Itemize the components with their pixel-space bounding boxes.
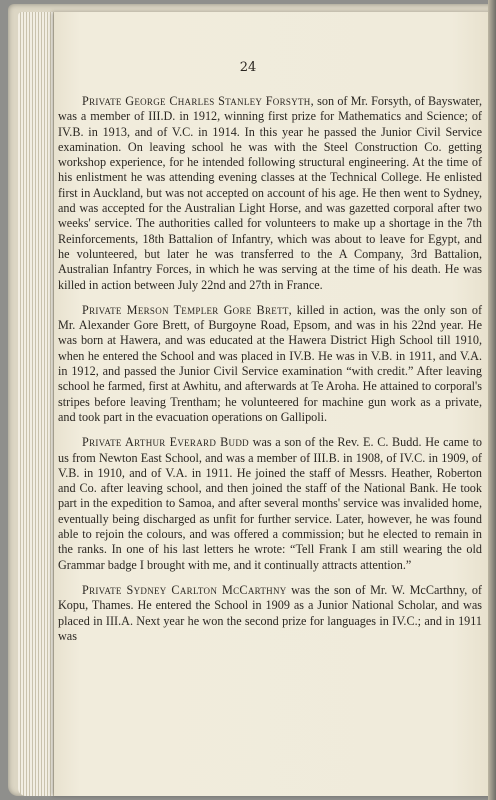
- paragraph-budd: [58, 435, 482, 573]
- paragraph-text: was the son of Mr. W. McCarthny, of Kopu, Thames. He entered the School in 1909 as a Junior National Scholar, and was placed in III.A. Next year he won the second prize for languages in IV.C.; and in 1911 was: [58, 582, 482, 643]
- paragraph-text: son of Mr. Forsyth, of Bayswater, was a member of III.D. in 1912, winning first prize for Mathematics and Science; of IV.B. in 1913, and of V.C. in 1914. In this year he passed the Junior Civil Service examination. On leaving school he was with the Steel Construction Co. getting workshop experience, for he intended following structural engineering. At the time of his enlistment he was attending evening classes at the Technical College. He enlisted first in Auckland, but was not accepted on account of his age. He then went to Sydney, and was accepted for the Australian Light Horse, and was gazetted corporal after two weeks' service. The authorities called for volunteers to make up a shortage in the 7th Reinforcements, 18th Battalion of Infantry, which was about to leave for Egypt, and he volunteered, but later he was transferred to the A Company, 3rd Battalion, Australian Infantry Forces, in which he was serving at the time of his death. He was killed in action between July 22nd and 27th in France.: [58, 94, 483, 292]
- paragraph-text: was a son of the Rev. E. C. Budd. He came to us from Newton East School, and was a member of III.B. in 1908, of IV.C. in 1909, of V.B. in 1910, and of V.A. in 1911. He joined the staff of Messrs. Heather, Roberton and Co. after leaving school, and then joined the staff of the National Bank. He took part in the expedition to Samoa, and after several months' service was invalided home, eventually being discharged as unfit for further service. Later, however, he was found able to rejoin the colours, and was offered a commission; but he elected to remain in the ranks. In one of his last letters he wrote: “Tell Frank I am still wearing the old Grammar badge I brought with me, and it continually attracts attention.”: [58, 435, 482, 572]
- page-text: [58, 94, 482, 654]
- paragraph-mccarthny: [58, 583, 482, 644]
- soldier-name: Private Sydney Carlton McCarthny: [82, 582, 287, 597]
- paragraph-forsyth: [58, 94, 482, 293]
- page-number: 24: [239, 60, 257, 75]
- right-binding-edge: [488, 0, 496, 800]
- paragraph-brett: [58, 303, 482, 425]
- soldier-name: Private George Charles Stanley Forsyth,: [82, 94, 314, 108]
- soldier-name: Private Arthur Everard Budd: [82, 435, 249, 450]
- page-edges: [18, 12, 58, 796]
- paragraph-text: killed in action, was the only son of Mr. Alexander Gore Brett, of Burgoyne Road, Epsom, and was in his 22nd year. He was born at Hawera, and was educated at the Hawera District High School till 1910, when he entered the School and was placed in IV.B. He was in V.B. in 1911, and V.A. in 1912, and passed the Junior Civil Service examination “with credit.” After leaving school he farmed, first at Awhitu, and afterwards at Te Aroha. He attained to corporal's stripes before leaving Trentham; he volunteered for machine gun work as a private, and took part in the evacuation operations on Gallipoli.: [58, 302, 483, 424]
- soldier-name: Private Merson Templer Gore Brett,: [82, 302, 293, 317]
